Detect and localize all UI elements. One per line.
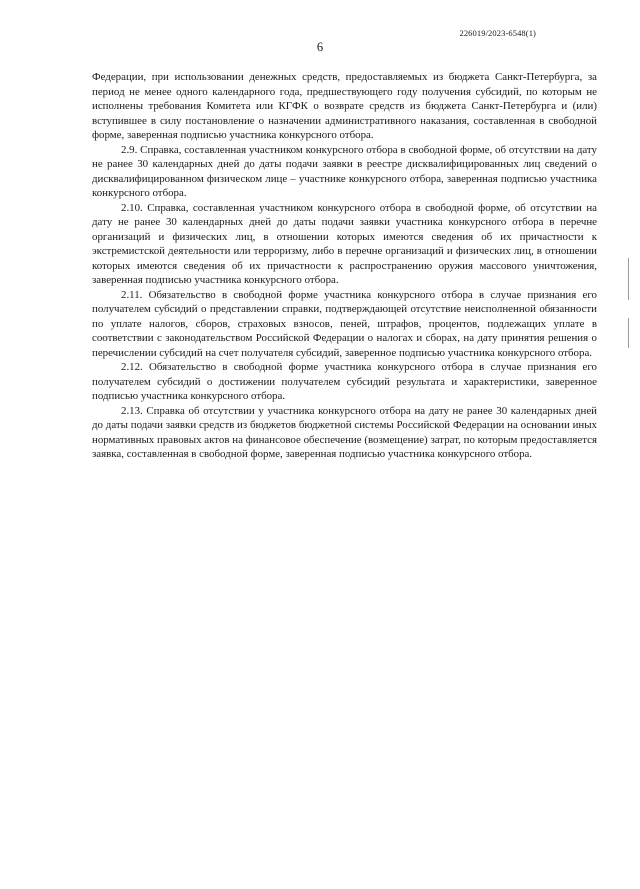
page-number: 6 (316, 40, 324, 54)
document-body (92, 70, 597, 462)
scan-edge-mark (628, 318, 629, 348)
paragraph-continuation: Федерации, при использовании денежных средств, предоставляемых из бюджета Санкт-Петербурга, за период не менее одного календарного года, предшествующего году получения субсидий, по которым не исполнены требования Комитета или КГФК о возврате средств из бюджета Санкт-Петербурга и (или) вступившее в силу постановление о назначении административного наказания, составленная в свободной форме, заверенная подписью участника конкурсного отбора. (92, 71, 597, 141)
scan-edge-mark (628, 258, 629, 300)
paragraph-2-9: 2.9. Справка, составленная участником конкурсного отбора в свободной форме, об отсутствии на дату не ранее 30 календарных дней до даты подачи заявки в реестре дисквалифицированных лиц сведений о дисквалифицированном физическом лице – участнике конкурсного отбора, заверенная подписью участника конкурсного отбора. (92, 143, 597, 199)
document-registration-number: 226019/2023-6548(1) (459, 28, 536, 38)
paragraph-2-13: 2.13. Справка об отсутствии у участника конкурсного отбора на дату не ранее 30 календарных дней до даты подачи заявки средств из бюджетов бюджетной системы Российской Федерации на основании иных нормативных правовых актов на финансовое обеспечение (возмещение) затрат, по которым предоставляется заявка, составленная в свободной форме, заверенная подписью участника конкурсного отбора. (92, 404, 597, 460)
paragraph-2-12: 2.12. Обязательство в свободной форме участника конкурсного отбора в случае признания его получателем субсидий о достижении получателем субсидий результата и характеристики, заверенное подписью участника конкурсного отбора. (92, 361, 597, 402)
paragraph-2-11: 2.11. Обязательство в свободной форме участника конкурсного отбора в случае признания его получателем субсидий о представлении справки, подтверждающей отсутствие неисполненной обязанности по уплате налогов, сборов, страховых взносов, пеней, штрафов, процентов, подлежащих уплате в соответствии с законодательством Российской Федерации о налогах и сборах, на дату принятия решения о перечислении субсидий на счет получателя субсидий, заверенное подписью участника конкурсного отбора. (92, 288, 597, 359)
paragraph-2-10: 2.10. Справка, составленная участником конкурсного отбора в свободной форме, об отсутствии на дату не ранее 30 календарных дней до даты подачи заявки участника конкурсного отбора в перечне организаций и физических лиц, в отношении которых имеются сведения об их причастности к экстремистской деятельности или терроризму, либо в перечне организаций и физических лиц, в отношении которых имеются сведения об их причастности к распространению оружия массового уничтожения, заверенная подписью участника конкурсного отбора. (92, 201, 597, 286)
